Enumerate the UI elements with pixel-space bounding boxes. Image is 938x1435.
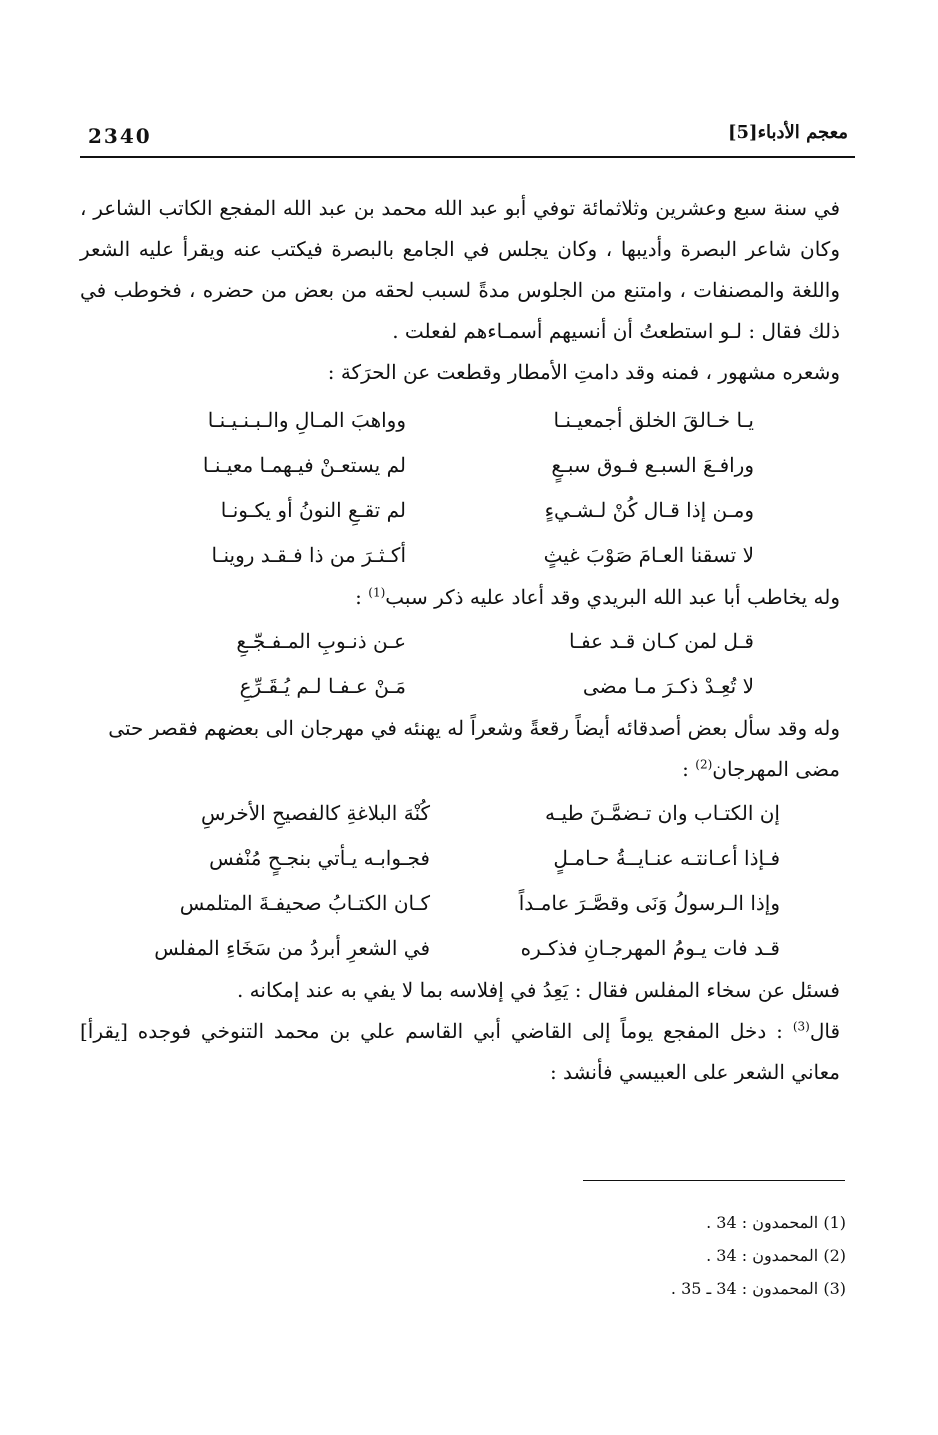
paragraph-4 bbox=[80, 708, 840, 790]
first-hemistich: ومـن إذا قـال كُنْ لـشـيءٍ bbox=[544, 497, 754, 522]
verse-line bbox=[80, 618, 754, 663]
running-title: معجم الأدباء[5] bbox=[727, 122, 848, 143]
verse-line bbox=[80, 442, 754, 487]
footnote-1: (1) المحمدون : 34 . bbox=[706, 1213, 846, 1232]
first-hemistich: قـل لمن كـان قـد عفـا bbox=[569, 628, 754, 653]
first-hemistich: قـد فات يـومُ المهرجـانِ فذكـره bbox=[520, 935, 780, 960]
second-hemistich: لم تقـعِ النونُ أو يكـونـا bbox=[220, 497, 406, 522]
first-hemistich: لا تسقنا العـامَ صَوْبَ غيثٍ bbox=[543, 542, 754, 567]
footnote-3: (3) المحمدون : 34 ـ 35 . bbox=[670, 1279, 846, 1298]
second-hemistich: فجـوابـه يـأتي بنجـحٍ مُنْفس bbox=[209, 845, 430, 870]
footnote-ref-1[interactable]: (1) bbox=[368, 585, 386, 600]
footnote-rule bbox=[583, 1180, 845, 1181]
verse-line bbox=[80, 397, 754, 442]
main-text bbox=[80, 188, 840, 1093]
paragraph-1: في سنة سبع وعشرين وثلاثمائة توفي أبو عبد الله محمد بن عبد الله المفجع الكاتب الشاعر ، وكان شاعر البصرة وأديبها ، وكان يجلس في الجامع بالبصرة فيكتب عنه ويقرأ عليه الشعر واللغة والمصنفات ، وامتنع من الجلوس مدةً لسبب لحقه من بعض من حضره ، فخوطب في ذلك فقال : لـو استطعتُ أن أنسيهم أسمـاءهم لفعلت . bbox=[80, 196, 840, 343]
page-number: 2340 bbox=[88, 124, 152, 148]
first-hemistich: إن الكتـاب وان تـضمَّـنَ طيـه bbox=[544, 800, 780, 825]
second-hemistich: وواهبَ المـالِ والـبـنـيـنـا bbox=[207, 407, 406, 432]
verse-line bbox=[80, 487, 754, 532]
paragraph-5: فسئل عن سخاء المفلس فقال : يَعِدُ في إفلاسه بما لا يفي به عند إمكانه . bbox=[236, 978, 840, 1002]
verse-line bbox=[80, 880, 780, 925]
paragraph-2: وشعره مشهور ، فمنه وقد دامتِ الأمطار وقطعت عن الحرَكة : bbox=[327, 360, 840, 384]
paragraph-3-text: وله يخاطب أبا عبد الله البريدي وقد أعاد عليه ذكر سبب bbox=[385, 585, 840, 609]
first-hemistich: وإذا الـرسولُ وَنَى وقصَّـرَ عامـداً bbox=[518, 890, 780, 915]
poem-3 bbox=[80, 790, 840, 970]
verse-line bbox=[80, 925, 780, 970]
paragraph-6-text: : دخل المفجع يوماً إلى القاضي أبي القاسم علي بن محمد التنوخي فوجده [يقرأ] معاني الشعر على العبيسي فأنشد : bbox=[80, 1019, 840, 1084]
second-hemistich: في الشعرِ أبردُ من سَخَاءِ المفلس bbox=[154, 935, 430, 960]
paragraph-4-text: وله وقد سأل بعض أصدقائه أيضاً رقعةً وشعراً له يهنئه في مهرجان الى بعضهم فقصر حتى مضى المهرجان bbox=[108, 716, 840, 781]
paragraph-4-tail: : bbox=[682, 757, 696, 781]
paragraph-6 bbox=[80, 1011, 840, 1093]
footnote-ref-3[interactable]: (3) bbox=[792, 1019, 810, 1034]
paragraph-3-tail: : bbox=[355, 585, 369, 609]
header-rule bbox=[80, 156, 855, 158]
first-hemistich: يـا خـالقَ الخلق أجمعيـنـا bbox=[553, 407, 754, 432]
paragraph-6-head: قال bbox=[809, 1019, 841, 1043]
paragraph-3 bbox=[80, 577, 840, 618]
first-hemistich: ورافـعَ السبـع فـوق سبـعٍ bbox=[551, 452, 754, 477]
footnote-2: (2) المحمدون : 34 . bbox=[706, 1246, 846, 1265]
footnotes bbox=[671, 1206, 846, 1305]
page-header bbox=[88, 118, 848, 158]
verse-line bbox=[80, 663, 754, 708]
verse-line bbox=[80, 835, 780, 880]
second-hemistich: مَـنْ عـفـا لـم يُـقَـرِّعِ bbox=[239, 673, 406, 698]
first-hemistich: فـإذا أعـانتـه عنـايــةُ حـامـلٍ bbox=[553, 845, 780, 870]
second-hemistich: أكـثـرَ من ذا فـقـد روينـا bbox=[211, 542, 406, 567]
poem-2 bbox=[80, 618, 840, 708]
verse-line bbox=[80, 790, 780, 835]
second-hemistich: لم يستعـنْ فيـهمـا معيـنـا bbox=[202, 452, 406, 477]
second-hemistich: عـن ذنـوبِ المـفـجّـعِ bbox=[236, 628, 406, 653]
verse-line bbox=[80, 532, 754, 577]
first-hemistich: لا تُعِـدْ ذكـرَ مـا مضى bbox=[582, 673, 754, 698]
second-hemistich: كُنْهَ البلاغةِ كالفصيحِ الأخرسِ bbox=[200, 800, 430, 825]
second-hemistich: كـان الكتـابُ صحيفـةَ المتلمس bbox=[179, 890, 430, 915]
footnote-ref-2[interactable]: (2) bbox=[695, 757, 713, 772]
poem-1 bbox=[80, 397, 840, 577]
